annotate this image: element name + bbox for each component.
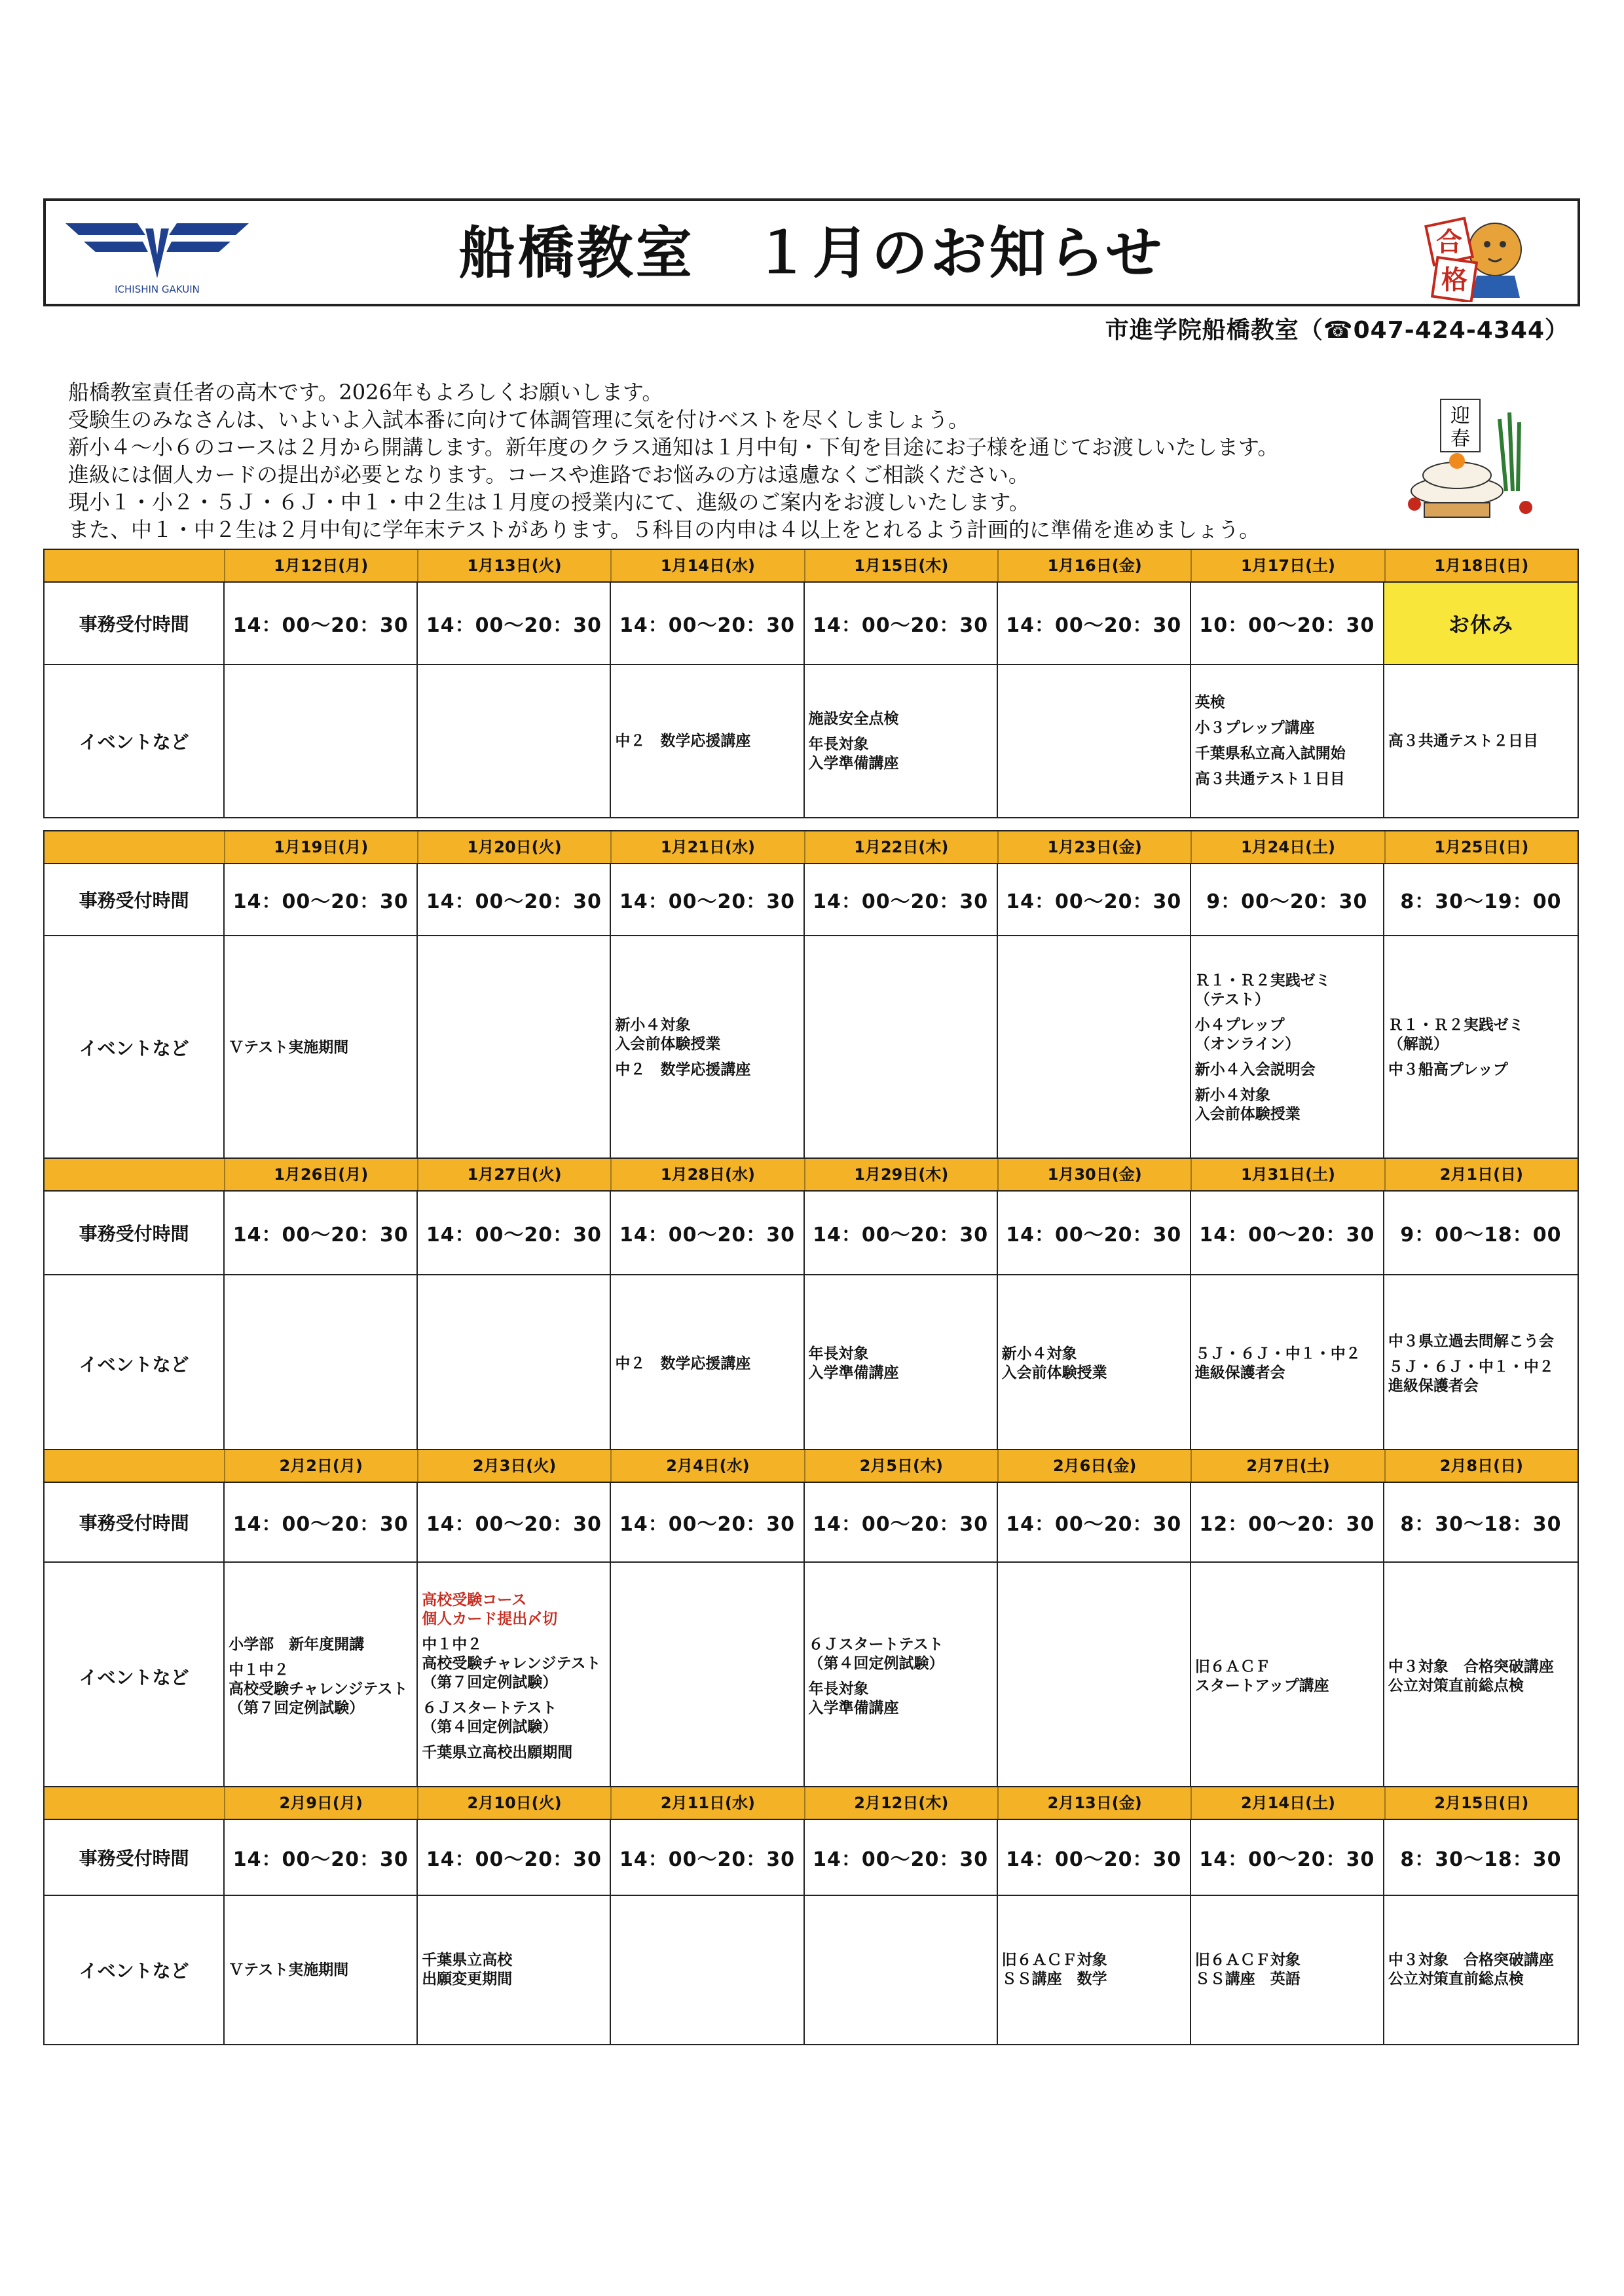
event-item: 中１中２ 高校受験チャレンジテスト （第７回定例試験） xyxy=(229,1662,408,1717)
event-item: 中３対象 合格突破講座 公立対策直前総点検 xyxy=(1388,1658,1554,1694)
event-item: 中１中２ 高校受験チャレンジテスト （第７回定例試験） xyxy=(422,1636,601,1691)
events-row xyxy=(45,1563,1578,1791)
event-item: 新小４入会説明会 xyxy=(1194,1061,1316,1078)
events-cell xyxy=(611,1563,804,1791)
event-item: ５Ｊ・６Ｊ・中１・中２ 進級保護者会 xyxy=(1194,1345,1361,1381)
date-cell: 2月10日(火) xyxy=(417,1787,610,1819)
event-item: 高３共通テスト１日目 xyxy=(1194,771,1345,788)
date-cell: 1月29日(木) xyxy=(804,1159,997,1190)
events-list xyxy=(809,703,997,780)
office-hours-row xyxy=(45,1820,1578,1896)
office-hours-cell xyxy=(1384,583,1578,664)
date-cell: 1月31日(土) xyxy=(1190,1159,1384,1190)
events-cell xyxy=(225,1275,418,1452)
office-hours-value: 9：00～18：00 xyxy=(1400,1224,1562,1247)
date-cell: 2月13日(金) xyxy=(997,1787,1190,1819)
office-hours-value: 12：00～20：30 xyxy=(1199,1513,1375,1536)
office-hours-value: 14：00～20：30 xyxy=(232,614,409,637)
event-item: 中２ 数学応援講座 xyxy=(615,1355,751,1372)
office-hours-value: 14：00～20：30 xyxy=(426,1224,602,1247)
event-item: 小３プレップ講座 xyxy=(1194,720,1315,737)
office-hours-cell xyxy=(998,1820,1191,1895)
event-item: 年長対象 入学準備講座 xyxy=(808,1681,899,1717)
events-list xyxy=(1195,1651,1383,1702)
office-hours-value: 8：30～18：30 xyxy=(1400,1848,1562,1871)
date-header-row xyxy=(45,1787,1578,1820)
events-list xyxy=(229,1629,416,1724)
date-cell: 1月20日(火) xyxy=(417,831,610,863)
week-block xyxy=(43,1157,1579,1453)
event-item: Ｒ１・Ｒ２実践ゼミ （テスト） xyxy=(1194,972,1331,1008)
office-hours-value: 14：00～20：30 xyxy=(813,1224,989,1247)
event-item: 新小４対象 入会前体験授業 xyxy=(1194,1086,1301,1123)
office-hours-value: 14：00～20：30 xyxy=(426,890,602,913)
office-hours-cell xyxy=(998,1192,1191,1274)
events-list xyxy=(229,1032,416,1064)
event-item: 中３船高プレップ xyxy=(1388,1061,1508,1078)
event-item: 年長対象 入学準備講座 xyxy=(808,735,899,772)
event-item: 千葉県私立高入試開始 xyxy=(1194,745,1346,762)
date-cell: 1月14日(水) xyxy=(610,550,803,581)
events-cell xyxy=(805,1275,998,1452)
event-item: ６Ｊスタートテスト （第４回定例試験） xyxy=(808,1636,944,1672)
events-cell xyxy=(1384,1275,1578,1452)
date-cell: 2月1日(日) xyxy=(1384,1159,1578,1190)
office-hours-cell xyxy=(611,1192,804,1274)
events-cell xyxy=(611,1896,804,2044)
date-header-row xyxy=(45,1159,1578,1192)
date-cell: 1月17日(土) xyxy=(1190,550,1384,581)
event-item: 高３共通テスト２日目 xyxy=(1388,732,1538,750)
events-row xyxy=(45,665,1578,817)
events-list xyxy=(1002,1944,1190,1995)
events-list xyxy=(1195,1944,1383,1995)
office-hours-value: 14：00～20：30 xyxy=(1199,1848,1375,1871)
office-hours-value: 14：00～20：30 xyxy=(1006,890,1182,913)
office-hours-cell xyxy=(418,1192,611,1274)
date-cell: 1月22日(木) xyxy=(804,831,997,863)
event-item: 中３県立過去問解こう会 xyxy=(1388,1332,1554,1350)
office-hours-row xyxy=(45,583,1578,665)
svg-text:ICHISHIN GAKUIN: ICHISHIN GAKUIN xyxy=(115,283,200,295)
events-cell xyxy=(1384,1896,1578,2044)
intro-line: 新小４～小６のコースは２月から開講します。新年度のクラス通知は１月中旬・下旬を目途にお子様を通じてお渡しいたします。 xyxy=(68,435,1279,460)
office-hours-value: 14：00～20：30 xyxy=(619,1513,795,1536)
event-item: 小４プレップ （オンライン） xyxy=(1194,1016,1301,1053)
event-item: ５Ｊ・６Ｊ・中１・中２ 進級保護者会 xyxy=(1388,1358,1554,1394)
events-cell xyxy=(611,936,804,1159)
kagami-mochi-illustration xyxy=(1395,393,1545,524)
office-hours-value: 14：00～20：30 xyxy=(1199,1224,1375,1247)
events-list xyxy=(1388,1944,1578,1995)
office-hours-cell xyxy=(1384,1192,1578,1274)
office-hours-cell xyxy=(998,583,1191,664)
mascot-illustration xyxy=(1416,210,1541,302)
date-cell: 1月16日(金) xyxy=(997,550,1190,581)
events-cell xyxy=(418,665,611,817)
event-item: Ｒ１・Ｒ２実践ゼミ （解説） xyxy=(1388,1016,1524,1053)
office-hours-cell xyxy=(1384,1820,1578,1895)
office-hours-value: 14：00～20：30 xyxy=(426,614,602,637)
office-hours-label: 事務受付時間 xyxy=(45,864,225,935)
date-cell: 2月4日(水) xyxy=(610,1450,803,1482)
date-cell: 2月7日(土) xyxy=(1190,1450,1384,1482)
events-list xyxy=(615,1348,803,1380)
svg-text:格: 格 xyxy=(1441,265,1467,295)
contact-info: 市進学院船橋教室（☎047-424-4344） xyxy=(1105,317,1569,344)
date-header-corner xyxy=(45,1787,224,1819)
events-label: イベントなど xyxy=(45,1563,225,1791)
event-item: 千葉県立高校 出願変更期間 xyxy=(422,1952,513,1988)
office-hours-cell xyxy=(1191,583,1384,664)
events-list xyxy=(1388,1651,1578,1702)
office-hours-value: 14：00～20：30 xyxy=(232,890,409,913)
event-item: 英検 xyxy=(1194,694,1225,711)
events-cell xyxy=(1191,1275,1384,1452)
office-hours-value: 14：00～20：30 xyxy=(619,1224,795,1247)
office-hours-cell xyxy=(805,1483,998,1561)
events-row xyxy=(45,1275,1578,1452)
office-hours-cell xyxy=(225,1192,418,1274)
office-hours-label: 事務受付時間 xyxy=(45,583,225,664)
events-list xyxy=(1388,1326,1578,1402)
events-cell xyxy=(1384,936,1578,1159)
office-hours-cell xyxy=(805,1192,998,1274)
week-block xyxy=(43,549,1579,818)
events-list xyxy=(1002,1338,1190,1389)
events-cell xyxy=(418,1275,611,1452)
date-cell: 2月15日(日) xyxy=(1384,1787,1578,1819)
intro-line: 進級には個人カードの提出が必要となります。コースや進路でお悩みの方は遠慮なくご相談ください。 xyxy=(68,462,1029,487)
date-cell: 1月27日(火) xyxy=(417,1159,610,1190)
event-item: 年長対象 入学準備講座 xyxy=(808,1345,899,1381)
events-cell xyxy=(225,1896,418,2044)
events-cell xyxy=(611,1275,804,1452)
office-hours-value: 8：30～18：30 xyxy=(1400,1513,1562,1536)
office-hours-value: 14：00～20：30 xyxy=(426,1513,602,1536)
office-hours-value: 14：00～20：30 xyxy=(1006,1224,1182,1247)
date-cell: 2月8日(日) xyxy=(1384,1450,1578,1482)
office-hours-value: 14：00～20：30 xyxy=(619,614,795,637)
events-list xyxy=(1388,1010,1578,1086)
event-item: ６Ｊスタートテスト （第４回定例試験） xyxy=(422,1700,558,1736)
events-list xyxy=(422,1584,610,1769)
office-hours-cell xyxy=(805,583,998,664)
office-hours-cell xyxy=(418,583,611,664)
date-cell: 2月2日(月) xyxy=(224,1450,417,1482)
office-hours-cell xyxy=(611,583,804,664)
date-cell: 2月5日(木) xyxy=(804,1450,997,1482)
events-cell xyxy=(805,665,998,817)
office-hours-cell xyxy=(1191,1483,1384,1561)
events-list xyxy=(1195,965,1383,1131)
date-cell: 1月13日(火) xyxy=(417,550,610,581)
office-hours-cell xyxy=(225,583,418,664)
office-hours-cell xyxy=(1384,1483,1578,1561)
office-hours-row xyxy=(45,1192,1578,1275)
office-hours-value: 14：00～20：30 xyxy=(426,1848,602,1871)
events-cell xyxy=(225,936,418,1159)
events-cell xyxy=(1384,665,1578,817)
week-block xyxy=(43,1786,1579,2045)
events-list xyxy=(615,1010,803,1086)
week-block xyxy=(43,1449,1579,1792)
date-header-corner xyxy=(45,831,224,863)
office-hours-label: 事務受付時間 xyxy=(45,1483,225,1561)
office-hours-value: 14：00～20：30 xyxy=(813,614,989,637)
office-hours-cell xyxy=(225,1820,418,1895)
office-hours-value: 14：00～20：30 xyxy=(232,1848,409,1871)
events-list xyxy=(229,1954,416,1986)
date-cell: 2月11日(水) xyxy=(610,1787,803,1819)
events-cell xyxy=(998,936,1191,1159)
office-hours-cell xyxy=(225,864,418,935)
header-box xyxy=(43,198,1580,306)
events-cell xyxy=(998,1275,1191,1452)
office-hours-value: 10：00～20：30 xyxy=(1199,614,1375,637)
svg-text:合: 合 xyxy=(1436,227,1462,257)
office-hours-value: 14：00～20：30 xyxy=(1006,1848,1182,1871)
events-cell xyxy=(418,936,611,1159)
event-item: 施設安全点検 xyxy=(808,710,899,727)
date-cell: 2月14日(土) xyxy=(1190,1787,1384,1819)
office-hours-row xyxy=(45,864,1578,936)
events-cell xyxy=(1384,1563,1578,1791)
office-hours-label: 事務受付時間 xyxy=(45,1820,225,1895)
event-item: 新小４対象 入会前体験授業 xyxy=(1001,1345,1107,1381)
date-cell: 1月18日(日) xyxy=(1384,550,1578,581)
events-cell xyxy=(1191,665,1384,817)
office-hours-cell xyxy=(1191,864,1384,935)
intro-text xyxy=(68,378,1378,543)
events-list xyxy=(422,1944,610,1995)
date-cell: 1月19日(月) xyxy=(224,831,417,863)
date-cell: 2月9日(月) xyxy=(224,1787,417,1819)
events-row xyxy=(45,936,1578,1159)
events-cell xyxy=(998,1896,1191,2044)
date-cell: 1月21日(水) xyxy=(610,831,803,863)
office-hours-cell xyxy=(1191,1820,1384,1895)
event-item: Ｖテスト実施期間 xyxy=(229,1038,349,1056)
events-cell xyxy=(805,936,998,1159)
office-hours-value: 14：00～20：30 xyxy=(1006,1513,1182,1536)
events-cell xyxy=(1191,1563,1384,1791)
office-hours-value: お休み xyxy=(1448,612,1513,637)
office-hours-value: 14：00～20：30 xyxy=(813,1513,989,1536)
events-cell xyxy=(998,665,1191,817)
events-list xyxy=(1195,687,1383,795)
svg-text:春: 春 xyxy=(1450,428,1470,450)
svg-text:迎: 迎 xyxy=(1450,405,1470,428)
office-hours-cell xyxy=(805,864,998,935)
intro-line: また、中１・中２生は２月中旬に学年末テストがあります。５科目の内申は４以上をとれるよう計画的に準備を進めましょう。 xyxy=(68,517,1261,542)
office-hours-cell xyxy=(611,1483,804,1561)
office-hours-cell xyxy=(1191,1192,1384,1274)
office-hours-cell xyxy=(611,864,804,935)
events-list xyxy=(1195,1338,1383,1389)
office-hours-value: 14：00～20：30 xyxy=(232,1513,409,1536)
events-cell xyxy=(1191,936,1384,1159)
events-cell xyxy=(225,665,418,817)
date-cell: 1月24日(土) xyxy=(1190,831,1384,863)
office-hours-value: 14：00～20：30 xyxy=(232,1224,409,1247)
events-label: イベントなど xyxy=(45,1896,225,2044)
date-cell: 1月30日(金) xyxy=(997,1159,1190,1190)
intro-line: 現小１・小２・５Ｊ・６Ｊ・中１・中２生は１月度の授業内にて、進級のご案内をお渡しいたします。 xyxy=(68,490,1030,515)
events-cell xyxy=(418,1896,611,2044)
office-hours-value: 14：00～20：30 xyxy=(619,1848,795,1871)
office-hours-cell xyxy=(998,1483,1191,1561)
events-cell xyxy=(611,665,804,817)
event-item: 千葉県立高校出願期間 xyxy=(422,1744,573,1761)
date-cell: 2月6日(金) xyxy=(997,1450,1190,1482)
event-item: 新小４対象 入会前体験授業 xyxy=(615,1016,721,1053)
event-item: 中２ 数学応援講座 xyxy=(615,1061,751,1078)
events-list xyxy=(809,1338,997,1389)
date-cell: 1月25日(日) xyxy=(1384,831,1578,863)
date-cell: 1月23日(金) xyxy=(997,831,1190,863)
office-hours-value: 14：00～20：30 xyxy=(619,890,795,913)
event-item: 小学部 新年度開講 xyxy=(229,1636,365,1653)
events-row xyxy=(45,1896,1578,2044)
office-hours-value: 8：30～19：00 xyxy=(1400,890,1562,913)
event-item: 中３対象 合格突破講座 公立対策直前総点検 xyxy=(1388,1952,1554,1988)
events-list xyxy=(615,725,803,757)
office-hours-cell xyxy=(998,864,1191,935)
events-cell xyxy=(225,1563,418,1791)
events-cell xyxy=(998,1563,1191,1791)
events-cell xyxy=(418,1563,611,1791)
events-label: イベントなど xyxy=(45,665,225,817)
office-hours-value: 14：00～20：30 xyxy=(1006,614,1182,637)
office-hours-cell xyxy=(225,1483,418,1561)
event-item: 中２ 数学応援講座 xyxy=(615,732,751,750)
office-hours-cell xyxy=(418,1820,611,1895)
office-hours-cell xyxy=(418,1483,611,1561)
date-cell: 1月12日(月) xyxy=(224,550,417,581)
event-item: 高校受験コース 個人カード提出〆切 xyxy=(422,1592,558,1628)
office-hours-row xyxy=(45,1483,1578,1563)
office-hours-value: 9：00～20：30 xyxy=(1206,890,1368,913)
event-item: Ｖテスト実施期間 xyxy=(229,1961,349,1978)
office-hours-cell xyxy=(1384,864,1578,935)
event-item: 旧６ＡＣＦ対象 ＳＳ講座 数学 xyxy=(1001,1952,1107,1988)
intro-line: 受験生のみなさんは、いよいよ入試本番に向けて体調管理に気を付けベストを尽くしましょう。 xyxy=(68,407,970,432)
page-title: 船橋教室 １月のお知らせ xyxy=(458,221,1165,286)
events-list xyxy=(809,1629,997,1724)
date-cell: 2月12日(木) xyxy=(804,1787,997,1819)
events-list xyxy=(1388,725,1578,757)
intro-line: 船橋教室責任者の高木です。2026年もよろしくお願いします。 xyxy=(68,380,663,405)
office-hours-cell xyxy=(805,1820,998,1895)
events-label: イベントなど xyxy=(45,936,225,1159)
date-header-row xyxy=(45,550,1578,583)
events-cell xyxy=(1191,1896,1384,2044)
events-cell xyxy=(805,1563,998,1791)
events-cell xyxy=(805,1896,998,2044)
office-hours-cell xyxy=(418,864,611,935)
office-hours-cell xyxy=(611,1820,804,1895)
date-header-row xyxy=(45,831,1578,864)
week-block xyxy=(43,830,1579,1160)
office-hours-label: 事務受付時間 xyxy=(45,1192,225,1274)
events-label: イベントなど xyxy=(45,1275,225,1452)
date-cell: 1月26日(月) xyxy=(224,1159,417,1190)
date-cell: 1月28日(水) xyxy=(610,1159,803,1190)
date-header-row xyxy=(45,1450,1578,1483)
event-item: 旧６ＡＣＦ対象 ＳＳ講座 英語 xyxy=(1194,1952,1301,1988)
date-header-corner xyxy=(45,1159,224,1190)
date-header-corner xyxy=(45,550,224,581)
date-cell: 2月3日(火) xyxy=(417,1450,610,1482)
date-cell: 1月15日(木) xyxy=(804,550,997,581)
office-hours-value: 14：00～20：30 xyxy=(813,890,989,913)
date-header-corner xyxy=(45,1450,224,1482)
event-item: 旧６ＡＣＦ スタートアップ講座 xyxy=(1194,1658,1329,1694)
office-hours-value: 14：00～20：30 xyxy=(813,1848,989,1871)
